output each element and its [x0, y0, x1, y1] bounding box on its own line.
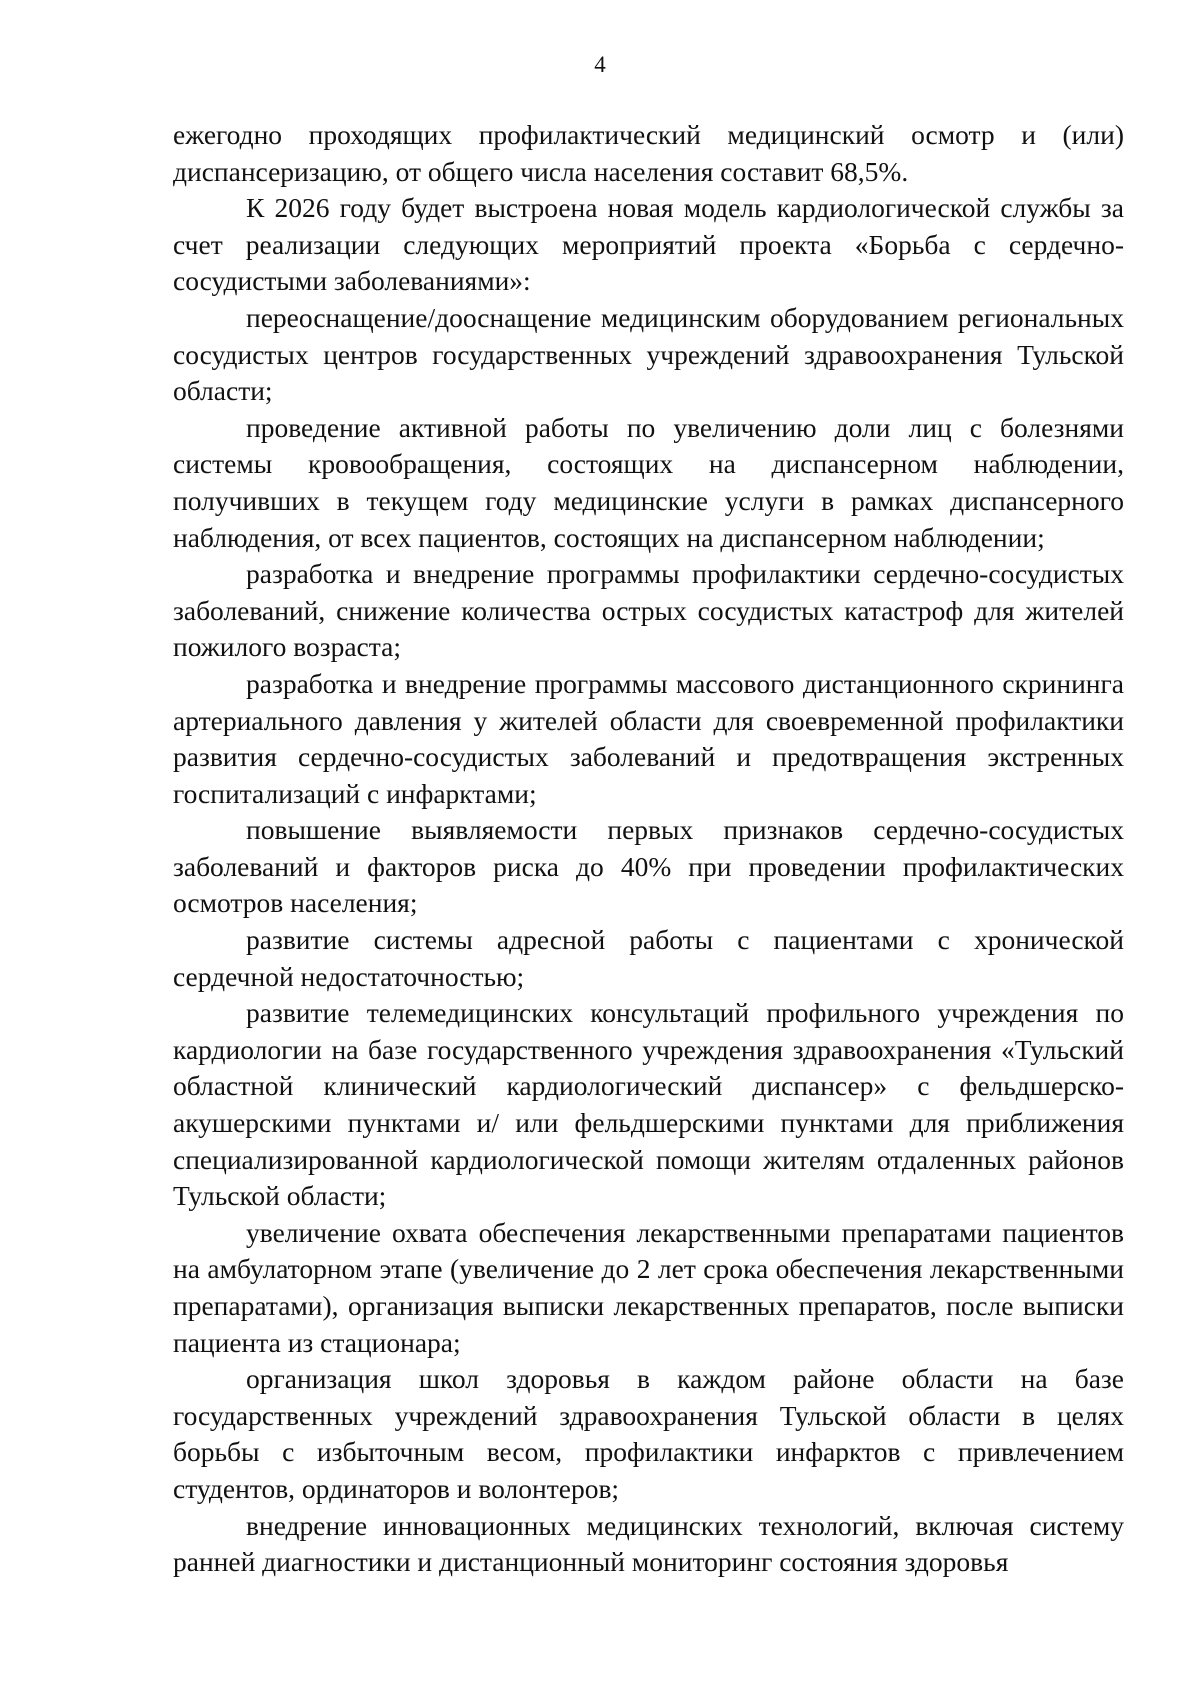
list-item-paragraph: переоснащение/дооснащение медицинским оборудованием региональных сосудистых центров государственных учреждений здравоохранения Тульской области; [173, 301, 1124, 407]
list-item-paragraph: развитие телемедицинских консультаций профильного учреждения по кардиологии на базе государственного учреждения здравоохранения «Тульский областной клинический кардиологический диспансер» с фельдшерско-акушерскими пунктами и/ или фельдшерскими пунктами для приближения специализированной кардиологической помощи жителям отдаленных районов Тульской области; [173, 997, 1124, 1212]
document-body [173, 117, 1124, 1581]
list-item-paragraph: внедрение инновационных медицинских технологий, включая систему ранней диагностики и дистанционный мониторинг состояния здоровья [173, 1509, 1124, 1578]
paragraph-intro: К 2026 году будет выстроена новая модель кардиологической службы за счет реализации следующих мероприятий проекта «Борьба с сердечно-сосудистыми заболеваниями»: [173, 192, 1124, 297]
list-item-paragraph: разработка и внедрение программы профилактики сердечно-сосудистых заболеваний, снижение количества острых сосудистых катастроф для жителей пожилого возраста; [173, 558, 1124, 663]
paragraph-continuation: ежегодно проходящих профилактический медицинский осмотр и (или) диспансеризацию, от общего числа населения составит 68,5%. [173, 119, 1124, 187]
list-item-paragraph: увеличение охвата обеспечения лекарственными препаратами пациентов на амбулаторном этапе (увеличение до 2 лет срока обеспечения лекарственными препаратами), организация выписки лекарственных препаратов, после выписки пациента из стационара; [173, 1216, 1124, 1358]
list-item-paragraph: проведение активной работы по увеличению доли лиц с болезнями системы кровообращения, состоящих на диспансерном наблюдении, получивших в текущем году медицинские услуги в рамках диспансерного наблюдения, от всех пациентов, состоящих на диспансерном наблюдении; [173, 411, 1124, 553]
list-item-paragraph: разработка и внедрение программы массового дистанционного скрининга артериального давления у жителей области для своевременной профилактики развития сердечно-сосудистых заболеваний и предотвращения экстренных госпитализаций с инфарктами; [173, 667, 1124, 809]
list-item-paragraph: организация школ здоровья в каждом районе области на базе государственных учреждений здравоохранения Тульской области в целях борьбы с избыточным весом, профилактики инфарктов с привлечением студентов, ординаторов и волонтеров; [173, 1363, 1124, 1504]
list-item-paragraph: развитие системы адресной работы с пациентами с хронической сердечной недостаточностью; [173, 924, 1124, 992]
list-item-paragraph: повышение выявляемости первых признаков сердечно-сосудистых заболеваний и факторов риска до 40% при проведении профилактических осмотров населения; [173, 814, 1124, 919]
page-number: 4 [594, 52, 606, 77]
